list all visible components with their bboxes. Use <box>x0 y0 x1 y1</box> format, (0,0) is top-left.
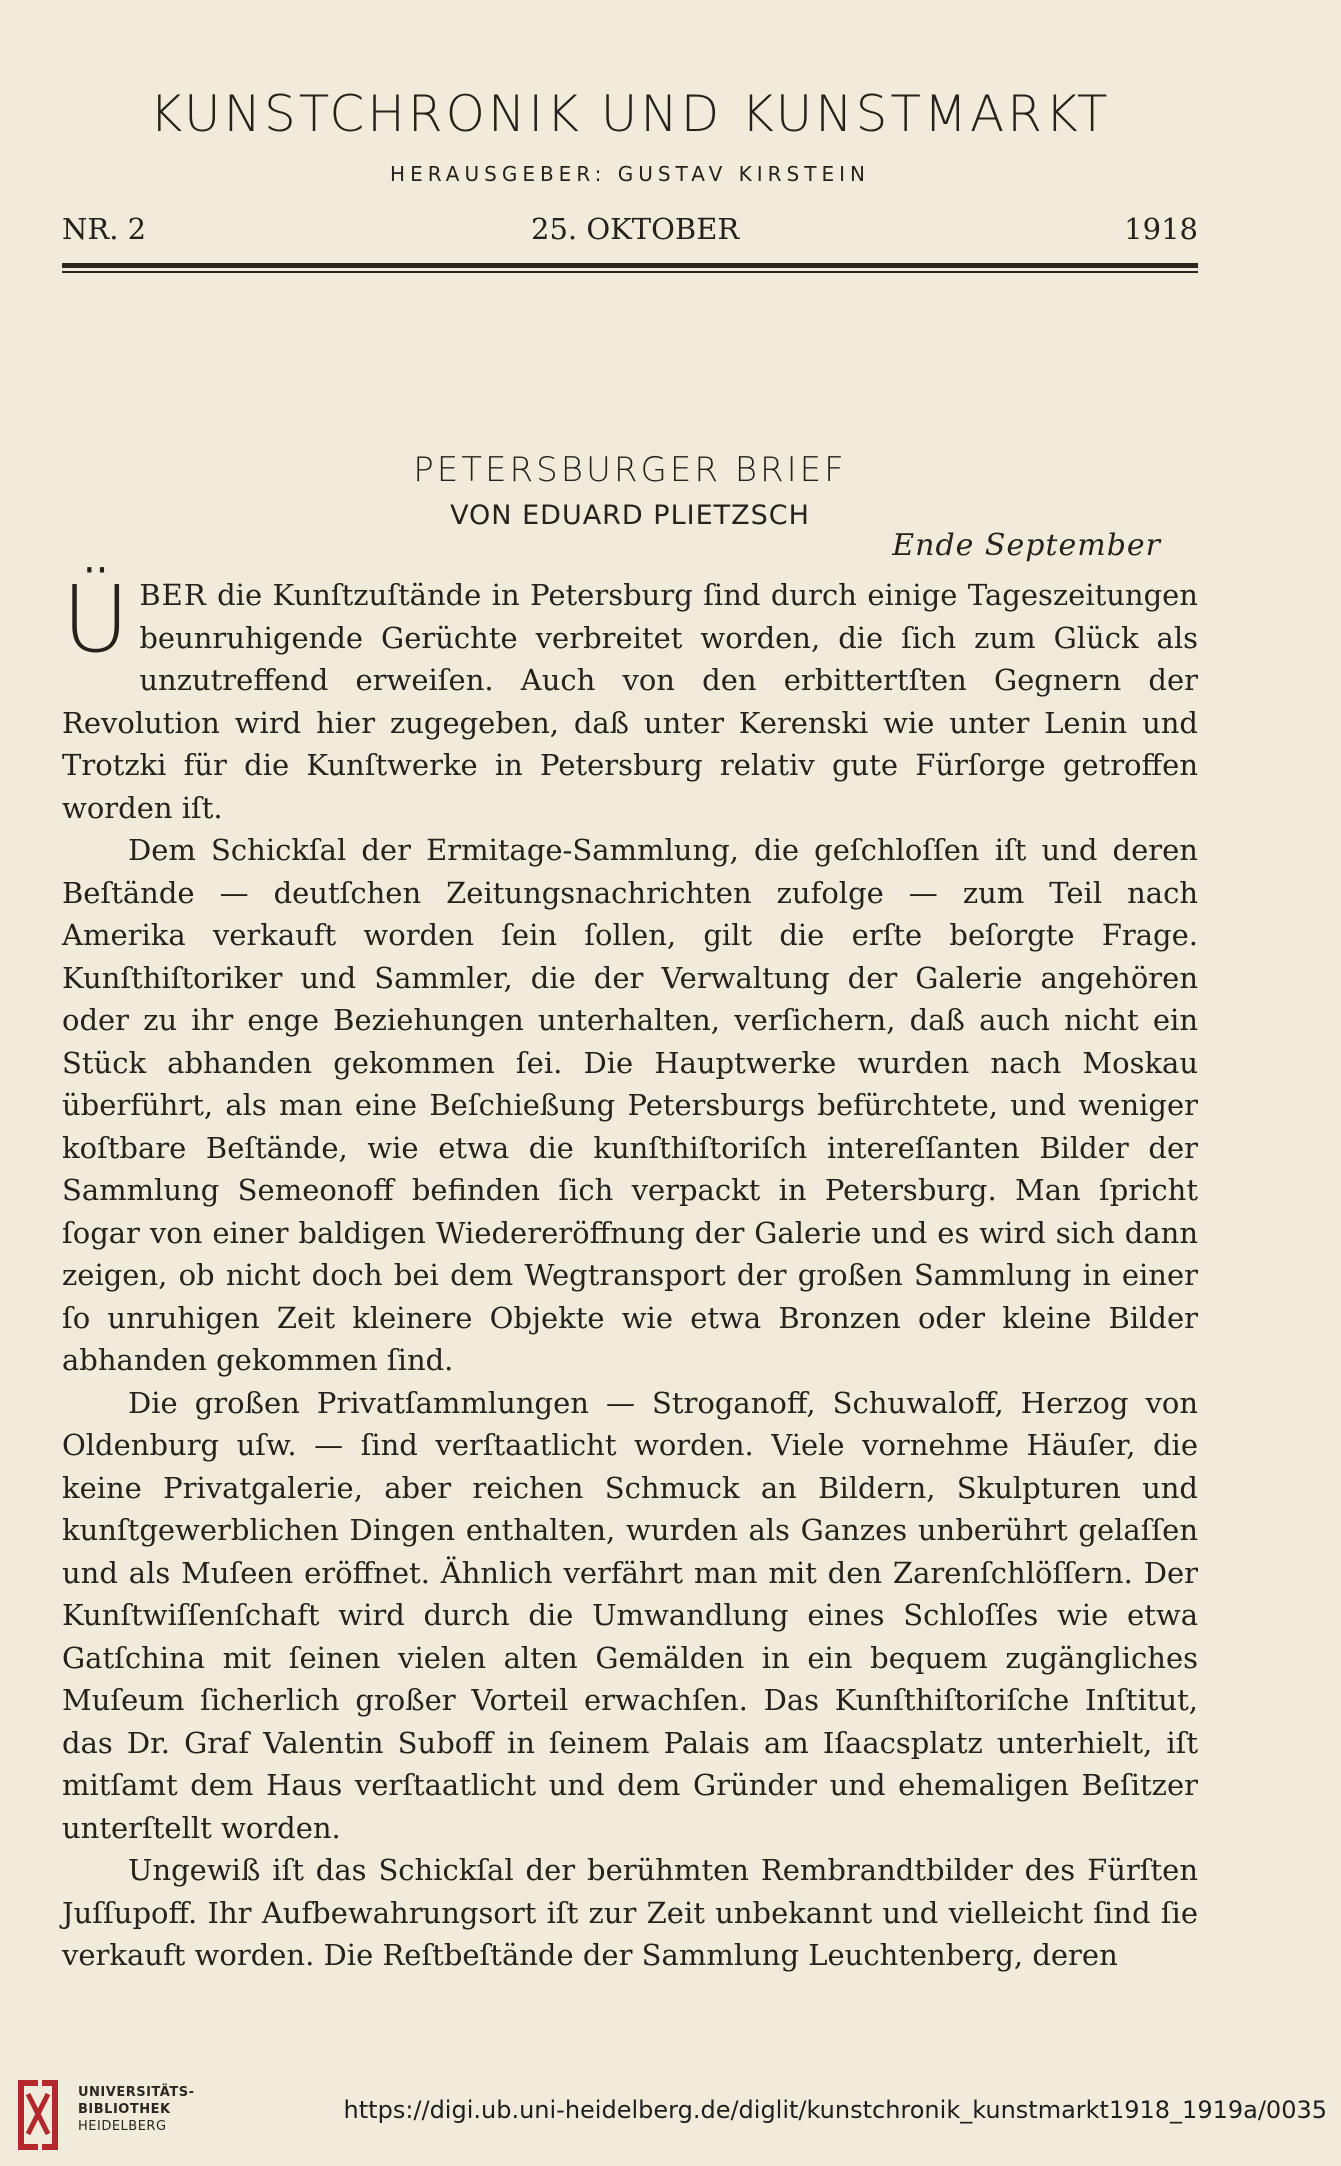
paragraph-1 <box>62 566 1198 829</box>
paragraph-3: Die großen Privatſammlungen — Stroganoff, Schuwaloff, Herzog von Oldenburg uſw. — ſind verſtaatlicht worden. Viele vornehme Häuſer, die keine Privatgalerie, aber reichen Schmuck an Bildern, Skulpturen und kunſtgewerblichen Dingen enthalten, wurden als Ganzes unberührt gelaſſen und als Muſeen eröffnet. Ähnlich verfährt man mit den Zarenſchlöſſern. Der Kunſtwiſſenſchaft wird durch die Umwandlung eines Schloſſes wie etwa Gatſchina mit ſeinen vielen alten Gemälden in ein bequem zugängliches Muſeum ſicherlich großer Vorteil erwachſen. Das Kunſthiſtoriſche Inſtitut, das Dr. Graf Valentin Suboff in ſeinem Palais am Iſaacsplatz unterhielt, iſt mitſamt dem Haus verſtaatlicht und dem Gründer und ehemaligen Beſitzer unterſtellt worden. <box>62 1385 1198 1845</box>
paragraph-2: Dem Schickſal der Ermitage-Sammlung, die geſchloſſen iſt und deren Beſtände — deutſchen Zeitungsnachrichten zufolge — zum Teil nach Amerika verkauft worden ſein ſollen, gilt die erſte beſorgte Frage. Kunſthiſtoriker und Sammler, die der Verwaltung der Galerie angehören oder zu ihr enge Beziehungen unterhalten, verſichern, daß auch nicht ein Stück abhanden gekommen ſei. Die Hauptwerke wurden nach Moskau überführt, als man eine Beſchießung Petersburgs befürchtete, und weniger koſtbare Beſtände, wie etwa die kunſthiſtoriſch intereſſanten Bilder der Sammlung Semeonoff befinden ſich verpackt in Petersburg. Man ſpricht ſogar von einer baldigen Wiedereröffnung der Galerie und es wird sich dann zeigen, ob nicht doch bei dem Wegtransport der großen Sammlung in einer ſo unruhigen Zeit kleinere Objekte wie etwa Bronzen oder kleine Bilder abhanden gekommen ſind. <box>62 833 1198 1377</box>
drop-cap: Ü <box>62 566 130 673</box>
masthead-rule-thick <box>62 263 1198 268</box>
masthead-rule-thin <box>62 271 1198 273</box>
masthead-editor: HERAUSGEBER: GUSTAV KIRSTEIN <box>390 162 870 186</box>
wordmark-line-3: HEIDELBERG <box>78 2119 167 2134</box>
wordmark-line-2: BIBLIOTHEK <box>78 2102 171 2117</box>
issue-year: 1918 <box>1124 212 1198 246</box>
source-url-link[interactable]: https://digi.ub.uni-heidelberg.de/diglit/kunstchronik_kunstmarkt1918_1919a/0035 <box>343 2096 1327 2124</box>
paragraph-1-text: die Kunſtzuſtände in Petersburg ſind durch einige Tageszeitungen beunruhigende Gerüchte verbreitet worden, die ſich zum Glück als unzutreffend erweiſen. Auch von den erbittertſten Gegnern der Revolution wird hier zugegeben, daß unter Kerenski wie unter Lenin und Trotzki für die Kunſtwerke in Petersburg relativ gute Fürſorge getroffen worden iſt. <box>62 578 1198 825</box>
wordmark-line-1: UNIVERSITÄTS- <box>78 2085 195 2100</box>
article-title: PETERSBURGER BRIEF <box>413 450 847 490</box>
issue-line <box>62 212 1198 246</box>
issue-number: NR. 2 <box>62 212 147 246</box>
footer-bar <box>0 2062 1341 2166</box>
paragraph-4: Ungewiß iſt das Schickſal der berühmten Rembrandtbilder des Fürſten Juſſupoff. Ihr Aufbewahrungsort iſt zur Zeit unbekannt und vielleicht ſind ſie verkauft worden. Die Reſtbeſtände der Sammlung Leuchtenberg, deren <box>62 1853 1198 1972</box>
article-dateline: Ende September <box>892 528 1161 563</box>
issue-date: 25. OKTOBER <box>531 212 740 246</box>
article-author: VON EDUARD PLIETZSCH <box>450 500 810 531</box>
lead-word: BER <box>139 578 207 612</box>
university-library-wordmark <box>78 2084 194 2135</box>
masthead-title: KUNSTCHRONIK UND KUNSTMARKT <box>149 85 1111 143</box>
university-logo-icon <box>12 2076 64 2154</box>
article-body <box>62 566 1198 1977</box>
